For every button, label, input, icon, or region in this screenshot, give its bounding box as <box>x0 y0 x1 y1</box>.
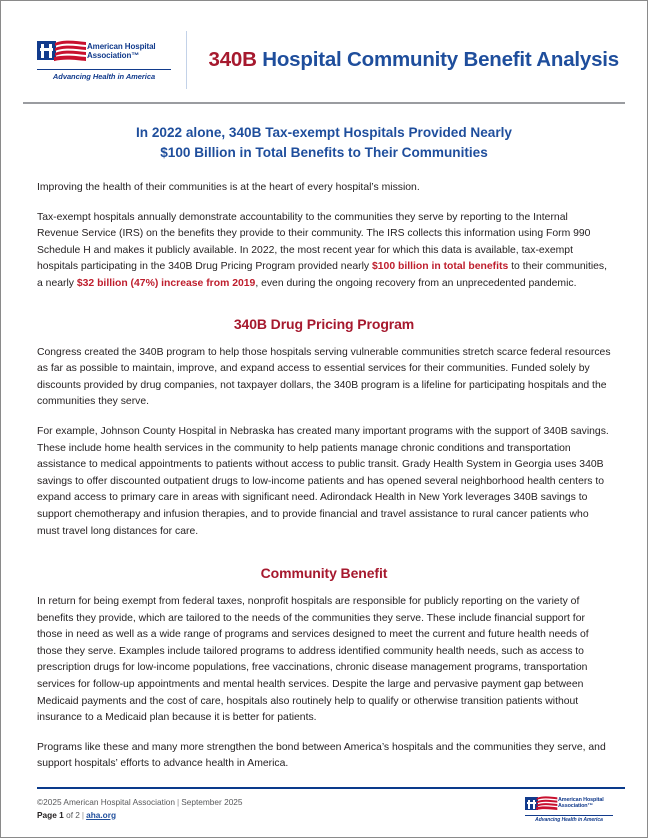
page-title <box>187 48 619 72</box>
paragraph-part-2: to their communities, a nearly <box>37 261 608 289</box>
footer-page-number: Page 1 <box>37 809 64 820</box>
footer-aha-logo-tagline: Advancing Health in America <box>535 817 603 823</box>
footer-horizontal-rule <box>37 787 625 789</box>
highlight-increase-2019: $32 billion (47%) increase from 2019 <box>76 277 256 289</box>
paragraph-irs-reporting <box>37 210 611 293</box>
headline-line2: $100 Billion in Total Benefits to Their Communities <box>160 145 488 160</box>
paragraph-community-benefit-closing: Programs like these and many more strengthen the bond between America’s hospitals and the communities they serve, and support hospitals’ efforts to advance health in America. <box>37 741 606 770</box>
aha-logo-icon <box>37 40 87 66</box>
highlight-total-benefits: $100 billion in total benefits <box>372 261 509 273</box>
page-title-rest: Hospital Community Benefit Analysis <box>262 48 619 71</box>
logo-flag-stripes-icon <box>536 796 558 812</box>
footer-aha-logo <box>525 796 617 823</box>
footer-aha-logo-wordmark <box>558 796 604 810</box>
section-title-340b-drug-pricing-program: 340B Drug Pricing Program <box>233 315 415 332</box>
paragraph-community-benefit-reporting: In return for being exempt from federal taxes, nonprofit hospitals are responsible for publicly reporting on the variety of benefits they provide, which are tailored to the needs of the communities they serve. These include financial support for those in need as well as a wide range of programs and services designed to meet the current and future health needs of those they serve. Examples include tailored programs to address identified community health needs, such as access to prescription drugs for low-income populations, free vaccinations, chronic disease management programs, transportation services for follow-up appointments and mental health services. Despite the large and pervasive payment gap between Medicaid payments and the cost of care, hospitals also routinely help to qualify or otherwise transition patients without insurance to a Medicaid plan because it is better for patients. <box>37 596 589 724</box>
footer-aha-logo-top <box>525 796 617 813</box>
paragraph-340b-examples: For example, Johnson County Hospital in Nebraska has created many important programs with the support of 340B savings. These include home health services in the community to help patients manage chronic conditions and transportation assistance to medical appointments to patients without access to public transit. Grady Health System in Georgia uses 340B savings to offer discounted outpatient drugs to low-income patients and has opened several neighborhood health centers to expand access to primary care in areas with significant need. Adirondack Health in New York leverages 340B savings to support chemotherapy and infusion therapies, and to provide financial and travel assistance to rural cancer patients who must travel long distances for care. <box>37 425 609 537</box>
section-title-community-benefit: Community Benefit <box>260 565 388 582</box>
footer-aha-logo-divider <box>525 815 613 816</box>
headline-line1: In 2022 alone, 340B Tax-exempt Hospitals Provided Nearly <box>136 125 512 140</box>
footer-inner <box>37 796 625 823</box>
footer-aha-logo-name-line2: Association™ <box>558 803 593 810</box>
footer-aha-logo-name-line1: American Hospital <box>558 797 604 803</box>
paragraph-340b-congress: Congress created the 340B program to help those hospitals serving vulnerable communities stretch scarce federal resources as far as possible to maintain, improve, and expand access to essential services for their communities. Funded solely by discounts provided by drug companies, not taxpayer dollars, the 340B program is a lifeline for participating hospitals and the communities they serve. <box>37 346 611 408</box>
paragraph-part-3: , even during the ongoing recovery from an unprecedented pandemic. <box>255 277 577 289</box>
document-footer <box>1 787 647 823</box>
footer-meta <box>37 796 243 821</box>
footer-page-line <box>37 809 243 822</box>
footer-separator-2: | <box>81 809 85 820</box>
footer-copyright-line <box>37 796 243 809</box>
aha-logo-name-line2: Association™ <box>87 50 140 60</box>
aha-logo-name-line1: American Hospital <box>87 41 156 51</box>
footer-copyright: ©2025 American Hospital Association <box>37 797 176 807</box>
document-content <box>1 123 647 773</box>
footer-website-link[interactable]: aha.org <box>86 809 117 820</box>
page-title-accent: 340B <box>208 48 257 71</box>
logo-h-crossbar <box>527 802 536 804</box>
footer-separator-1: | <box>177 797 180 807</box>
logo-flag-stripes-icon <box>54 40 87 64</box>
aha-logo <box>37 40 177 81</box>
document-header <box>1 1 647 91</box>
paragraph-part-1: Tax-exempt hospitals annually demonstrate accountability to the communities they serve by reporting to the Internal Revenue Service (IRS) on the benefits they provide to their community. The IRS collects this information using Form 990 Schedule H and makes it publicly available. In 2022, the most recent year for which this data is available, tax-exempt hospitals participating in the 340B Drug Pricing Program provided nearly <box>37 211 591 273</box>
intro-paragraph: Improving the health of their communities is at the heart of every hospital’s mission. <box>37 182 420 193</box>
aha-logo-divider <box>37 69 171 70</box>
aha-logo-wordmark <box>87 40 156 61</box>
aha-logo-icon <box>525 796 558 813</box>
headline <box>37 123 611 163</box>
footer-date: September 2025 <box>181 797 243 807</box>
logo-h-crossbar <box>40 48 53 51</box>
footer-page-of: of 2 <box>66 809 80 820</box>
aha-logo-top <box>37 40 177 66</box>
header-horizontal-rule <box>23 102 625 104</box>
aha-logo-tagline: Advancing Health in America <box>52 71 156 81</box>
